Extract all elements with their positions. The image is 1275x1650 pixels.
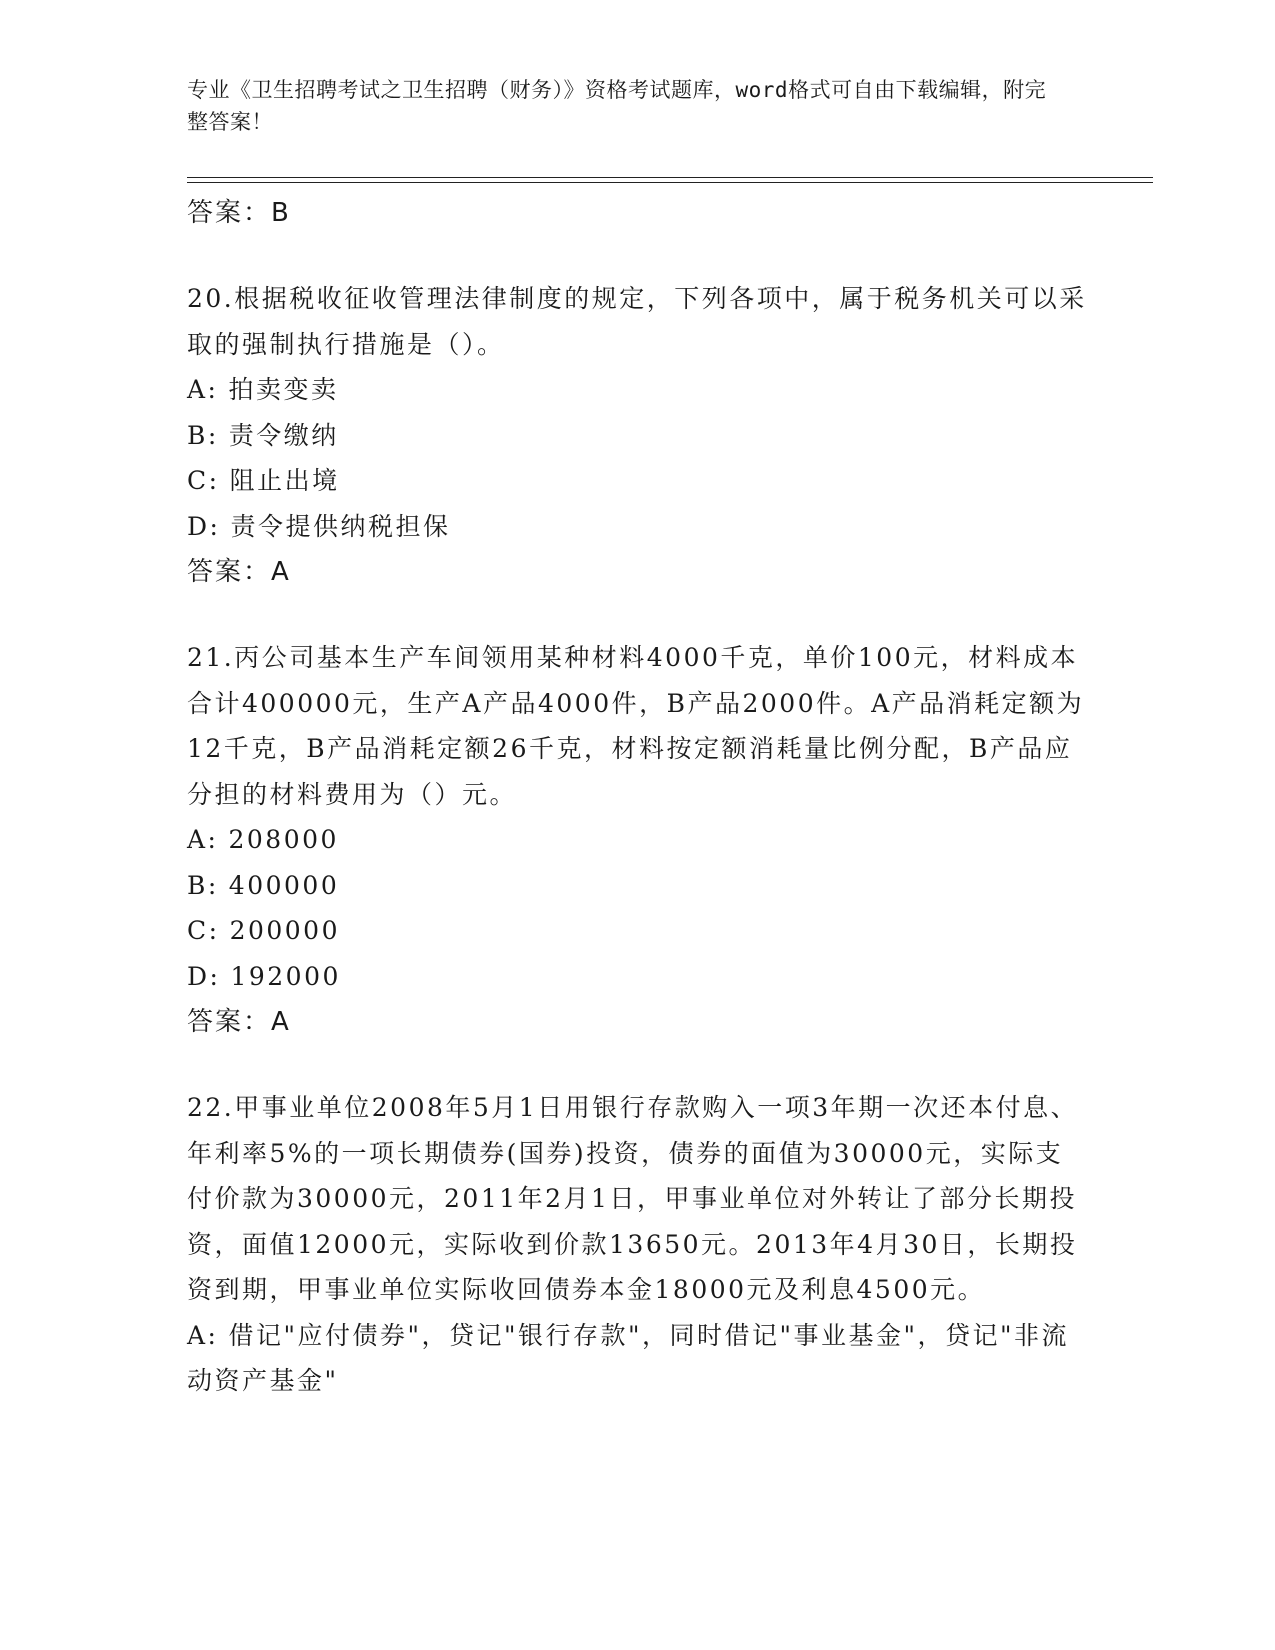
option-letter: D: [187,961,221,991]
option-text: 208000 [228,825,339,854]
previous-answer: 答案：B [187,198,291,228]
option-text: 责令提供纳税担保 [230,511,451,541]
question-text: 20.根据税收征收管理法律制度的规定，下列各项中，属于税务机关可以采取的强制执行措施是（）。 [187,284,1087,359]
header-divider [187,177,1153,183]
option-b [187,863,1087,909]
option-d [187,954,1087,1000]
question-text: 21.丙公司基本生产车间领用某种材料4000千克，单价100元，材料成本合计400000元，生产A产品4000件，B产品2000件。A产品消耗定额为12千克，B产品消耗定额26千克，材料按定额消耗量比例分配，B产品应分担的材料费用为（）元。 [187,643,1085,809]
option-a [187,367,1087,413]
option-text: 200000 [229,916,340,945]
option-text: 责令缴纳 [228,420,339,450]
option-text: 拍卖变卖 [228,375,339,404]
question-list [187,190,1087,1404]
option-c [187,458,1087,504]
option-letter: A: [187,1320,219,1350]
option-text: 400000 [228,870,340,900]
option-a [187,1313,1087,1404]
option-text: 阻止出境 [229,466,340,495]
option-letter: B: [187,420,219,450]
option-letter: B: [187,870,219,900]
option-text: 192000 [230,961,341,991]
option-letter: D: [187,511,221,541]
option-letter: A: [187,375,219,404]
question-22 [187,1085,1087,1404]
question-text: 22.甲事业单位2008年5月1日用银行存款购入一项3年期一次还本付息、年利率5%的一项长期债券(国券)投资，债券的面值为30000元，实际支付价款为30000元，2011年2月1日，甲事业单位对外转让了部分长期投资，面值12000元，实际收到价款13650元。2013年4月30日，长期投资到期，甲事业单位实际收回债券本金18000元及利息4500元。 [187,1093,1079,1304]
header-text: 专业《卫生招聘考试之卫生招聘（财务）》资格考试题库，word格式可自由下载编辑，附完整答案！ [187,78,1047,134]
option-c [187,908,1087,954]
question-answer: 答案：A [187,1007,291,1037]
page-header [187,74,1067,138]
option-letter: C: [187,916,220,945]
option-text: 借记"应付债券"，贷记"银行存款"，同时借记"事业基金"，贷记"非流动资产基金" [187,1320,1069,1395]
question-20 [187,276,1087,595]
question-21 [187,635,1087,1045]
option-d [187,504,1087,550]
option-letter: C: [187,466,220,495]
option-letter: A: [187,825,219,854]
question-answer: 答案：A [187,557,291,587]
option-a [187,817,1087,863]
option-b [187,413,1087,459]
